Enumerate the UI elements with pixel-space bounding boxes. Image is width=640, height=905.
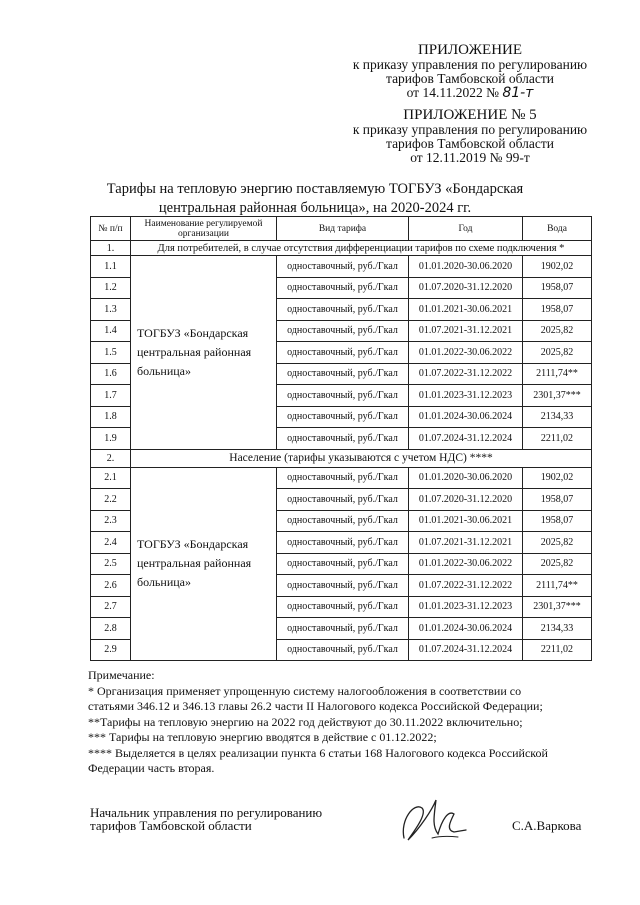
tariff-value: 2025,82: [523, 553, 592, 575]
tariff-type: одноставочный, руб./Гкал: [277, 510, 409, 532]
tariff-value: 2111,74**: [523, 363, 592, 385]
tariff-period: 01.07.2022-31.12.2022: [409, 363, 523, 385]
appendix-order-date: от 12.11.2019 № 99-т: [410, 150, 530, 165]
tariff-type: одноставочный, руб./Гкал: [277, 320, 409, 342]
row-num: 2.3: [91, 510, 131, 532]
section-num: 1.: [91, 241, 131, 256]
tariff-type: одноставочный, руб./Гкал: [277, 428, 409, 450]
tariff-type: одноставочный, руб./Гкал: [277, 342, 409, 364]
tariff-value: 2301,37***: [523, 596, 592, 618]
tariff-period: 01.07.2024-31.12.2024: [409, 428, 523, 450]
appendix-title: ПРИЛОЖЕНИЕ № 5: [403, 107, 537, 123]
tariff-period: 01.01.2020-30.06.2020: [409, 467, 523, 489]
tariff-period: 01.07.2024-31.12.2024: [409, 639, 523, 661]
appendix-title: ПРИЛОЖЕНИЕ: [417, 42, 523, 58]
row-num: 1.7: [91, 385, 131, 407]
row-num: 1.1: [91, 256, 131, 278]
note-text: *** Тарифы на тепловую энергию вводятся в действие с 01.12.2022;: [88, 730, 437, 744]
appendix-order-line: к приказу управления по регулированию: [352, 122, 588, 137]
table-row: [91, 467, 592, 489]
section-label: Для потребителей, в случае отсутствия дифференциации тарифов по схеме подключения *: [131, 241, 592, 256]
tariff-type: одноставочный, руб./Гкал: [277, 277, 409, 299]
tariff-value: 2211,02: [523, 428, 592, 450]
row-num: 2.4: [91, 532, 131, 554]
tariff-value: 2111,74**: [523, 575, 592, 597]
tariff-value: 1958,07: [523, 489, 592, 511]
section-num: 2.: [91, 449, 131, 467]
row-num: 1.9: [91, 428, 131, 450]
document-title: Тарифы на тепловую энергию поставляемую ТОГБУЗ «Бондарская центральная районная больница», на 2020-2024 гг.: [106, 181, 524, 216]
appendix-order-date: от 14.11.2022 № 81-т: [406, 85, 534, 101]
tariff-period: 01.07.2021-31.12.2021: [409, 532, 523, 554]
tariff-period: 01.01.2023-31.12.2023: [409, 596, 523, 618]
note-text: * Организация применяет упрощенную систему налогообложения в соответствии со: [88, 683, 522, 698]
tariff-type: одноставочный, руб./Гкал: [277, 596, 409, 618]
tariff-type: одноставочный, руб./Гкал: [277, 639, 409, 661]
section-label: Население (тарифы указываются с учетом НДС) ****: [131, 449, 592, 467]
notes-heading: Примечание:: [88, 668, 155, 682]
tariff-period: 01.01.2024-30.06.2024: [409, 618, 523, 640]
tariff-value: 2134,33: [523, 618, 592, 640]
tariff-type: одноставочный, руб./Гкал: [277, 385, 409, 407]
row-num: 1.4: [91, 320, 131, 342]
tariff-value: 1902,02: [523, 467, 592, 489]
tariff-value: 1958,07: [523, 299, 592, 321]
header-year: Год: [409, 217, 523, 241]
row-num: 1.6: [91, 363, 131, 385]
tariff-type: одноставочный, руб./Гкал: [277, 489, 409, 511]
row-num: 2.5: [91, 553, 131, 575]
section-row: [91, 449, 592, 467]
organization-name: ТОГБУЗ «Бондарская центральная районная больница»: [131, 256, 277, 450]
appendix-header-2: [320, 107, 620, 165]
tariff-type: одноставочный, руб./Гкал: [277, 256, 409, 278]
appendix-header-1: [320, 42, 620, 100]
signatory-name: С.А.Варкова: [512, 818, 582, 833]
tariff-type: одноставочный, руб./Гкал: [277, 575, 409, 597]
row-num: 2.2: [91, 489, 131, 511]
note-text: **Тарифы на тепловую энергию на 2022 год действуют до 30.11.2022 включительно;: [88, 714, 523, 729]
organization-name: ТОГБУЗ «Бондарская центральная районная больница»: [131, 467, 277, 661]
tariff-period: 01.07.2020-31.12.2020: [409, 277, 523, 299]
handwritten-order-number: 81-т: [502, 85, 534, 101]
row-num: 2.1: [91, 467, 131, 489]
notes: [88, 668, 608, 777]
tariff-type: одноставочный, руб./Гкал: [277, 618, 409, 640]
tariff-period: 01.07.2021-31.12.2021: [409, 320, 523, 342]
appendix-order-line: тарифов Тамбовской области: [386, 136, 554, 151]
appendix-order-line: к приказу управления по регулированию: [352, 57, 588, 72]
row-num: 1.5: [91, 342, 131, 364]
tariff-table: [90, 216, 592, 661]
row-num: 2.7: [91, 596, 131, 618]
tariff-type: одноставочный, руб./Гкал: [277, 299, 409, 321]
tariff-value: 1958,07: [523, 277, 592, 299]
note-text: Федерации часть вторая.: [88, 761, 215, 775]
tariff-value: 1958,07: [523, 510, 592, 532]
appendix-order-line: тарифов Тамбовской области: [386, 71, 554, 86]
note-text: **** Выделяется в целях реализации пункта 6 статьи 168 Налогового кодекса Российской: [88, 745, 548, 760]
tariff-period: 01.07.2022-31.12.2022: [409, 575, 523, 597]
header-org: Наименование регулируемой организации: [131, 217, 277, 241]
tariff-value: 2301,37***: [523, 385, 592, 407]
tariff-type: одноставочный, руб./Гкал: [277, 553, 409, 575]
tariff-type: одноставочный, руб./Гкал: [277, 406, 409, 428]
signatory-position: Начальник управления по регулированию тарифов Тамбовской области: [90, 805, 323, 833]
header-water: Вода: [523, 217, 592, 241]
tariff-period: 01.01.2021-30.06.2021: [409, 510, 523, 532]
row-num: 2.6: [91, 575, 131, 597]
header-num: № п/п: [91, 217, 131, 241]
row-num: 1.3: [91, 299, 131, 321]
row-num: 1.8: [91, 406, 131, 428]
table-header-row: [91, 217, 592, 241]
tariff-period: 01.01.2023-31.12.2023: [409, 385, 523, 407]
note-text: статьями 346.12 и 346.13 главы 26.2 части II Налогового кодекса Российской Федерации;: [88, 699, 543, 713]
tariff-value: 2025,82: [523, 532, 592, 554]
tariff-value: 1902,02: [523, 256, 592, 278]
tariff-period: 01.01.2021-30.06.2021: [409, 299, 523, 321]
handwritten-signature: [392, 790, 472, 845]
tariff-period: 01.01.2022-30.06.2022: [409, 342, 523, 364]
row-num: 1.2: [91, 277, 131, 299]
tariff-value: 2025,82: [523, 320, 592, 342]
tariff-period: 01.01.2022-30.06.2022: [409, 553, 523, 575]
table-row: [91, 256, 592, 278]
tariff-period: 01.01.2024-30.06.2024: [409, 406, 523, 428]
tariff-period: 01.07.2020-31.12.2020: [409, 489, 523, 511]
tariff-value: 2025,82: [523, 342, 592, 364]
header-type: Вид тарифа: [277, 217, 409, 241]
tariff-type: одноставочный, руб./Гкал: [277, 363, 409, 385]
section-row: [91, 241, 592, 256]
tariff-type: одноставочный, руб./Гкал: [277, 467, 409, 489]
tariff-period: 01.01.2020-30.06.2020: [409, 256, 523, 278]
tariff-value: 2134,33: [523, 406, 592, 428]
tariff-type: одноставочный, руб./Гкал: [277, 532, 409, 554]
tariff-value: 2211,02: [523, 639, 592, 661]
row-num: 2.9: [91, 639, 131, 661]
row-num: 2.8: [91, 618, 131, 640]
